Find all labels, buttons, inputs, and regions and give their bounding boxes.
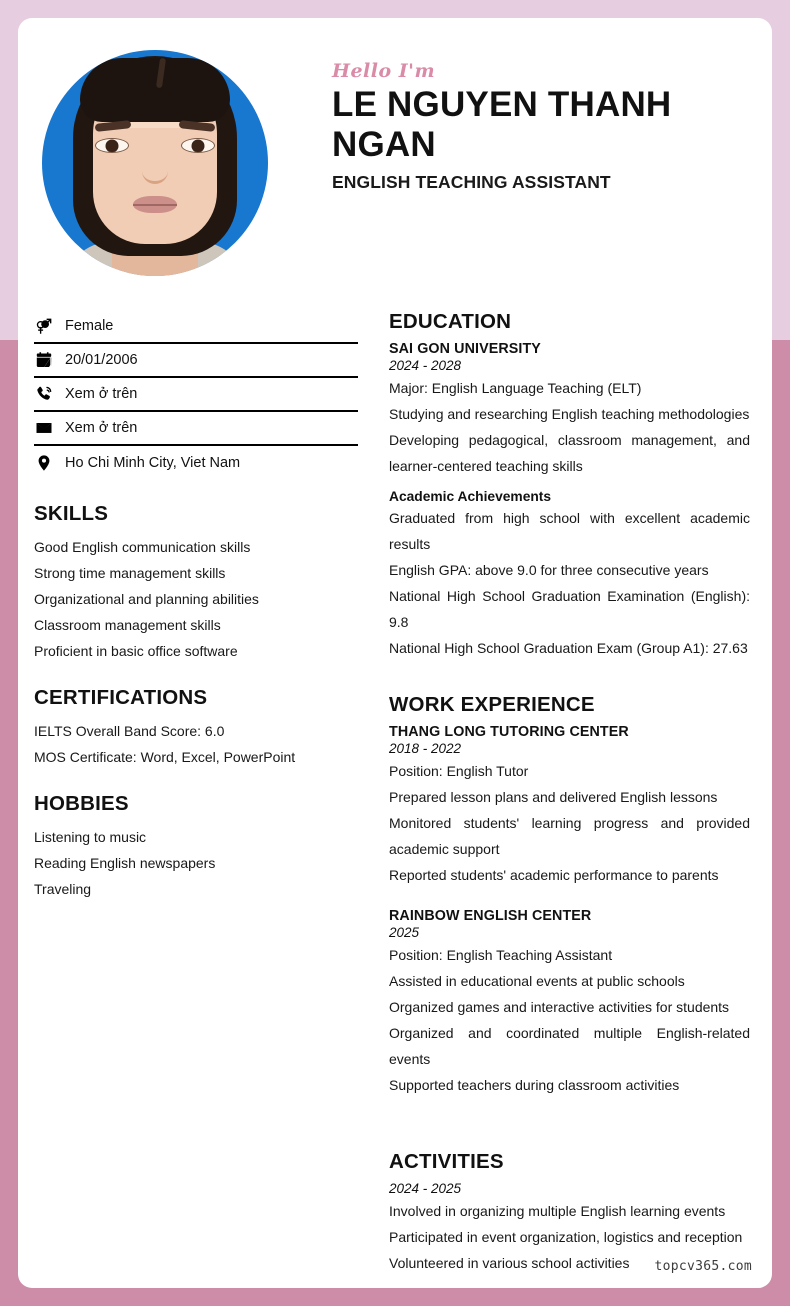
contact-row-location	[34, 446, 358, 480]
activities-period: 2024 - 2025	[389, 1181, 462, 1196]
list-item: Strong time management skills	[34, 565, 226, 581]
section-title-hobbies: HOBBIES	[34, 792, 129, 815]
activity-line: Participated in event organization, logistics and reception	[389, 1229, 743, 1245]
education-org: SAI GON UNIVERSITY	[389, 341, 541, 357]
work-period: 2018 - 2022	[389, 741, 462, 756]
list-item: Traveling	[34, 881, 92, 897]
job-title: ENGLISH TEACHING ASSISTANT	[332, 171, 611, 192]
work-entry	[389, 724, 750, 888]
activity-line: Volunteered in various school activities	[389, 1255, 630, 1271]
education-line: Studying and researching English teaching methodologies	[389, 406, 750, 422]
work-org: THANG LONG TUTORING CENTER	[389, 724, 629, 740]
list-item: Good English communication skills	[34, 539, 251, 555]
list-item: IELTS Overall Band Score: 6.0	[34, 723, 225, 739]
location-icon	[34, 454, 54, 472]
work-line: Monitored students' learning progress and provided academic support	[389, 815, 750, 857]
work-org: RAINBOW ENGLISH CENTER	[389, 908, 592, 924]
contact-value: 20/01/2006	[65, 352, 138, 368]
work-line: Position: English Teaching Assistant	[389, 947, 613, 963]
work-entry	[389, 908, 750, 1098]
contact-row-phone	[34, 378, 358, 412]
watermark: topcv365.com	[654, 1259, 752, 1274]
contact-value: Female	[65, 318, 114, 334]
contact-list	[34, 310, 358, 480]
work-line: Position: English Tutor	[389, 763, 529, 779]
contact-row-gender	[34, 310, 358, 344]
calendar-icon	[34, 351, 54, 369]
work-experience-section	[389, 693, 750, 1098]
work-line: Organized and coordinated multiple English-related events	[389, 1025, 750, 1067]
right-column	[372, 310, 772, 1288]
list-item: Reading English newspapers	[34, 855, 216, 871]
hobbies-list	[34, 824, 358, 902]
work-line: Assisted in educational events at public schools	[389, 973, 685, 989]
section-title-education: EDUCATION	[389, 310, 512, 333]
achievement-line: Graduated from high school with excellent academic results	[389, 510, 750, 552]
academic-achievements-title: Academic Achievements	[389, 489, 552, 504]
candidate-name: LE NGUYEN THANH NGAN	[332, 85, 672, 165]
profile-photo	[42, 50, 268, 276]
activities-section	[389, 1150, 750, 1276]
greeting-text: Hello I'm	[332, 60, 436, 82]
section-title-certifications: CERTIFICATIONS	[34, 686, 208, 709]
list-item: Proficient in basic office software	[34, 643, 238, 659]
work-line: Organized games and interactive activities for students	[389, 999, 730, 1015]
cv-header	[18, 18, 772, 208]
achievement-line: National High School Graduation Exam (Group A1): 27.63	[389, 640, 748, 656]
list-item: Listening to music	[34, 829, 147, 845]
contact-row-birthdate	[34, 344, 358, 378]
contact-value: Ho Chi Minh City, Viet Nam	[65, 455, 241, 471]
education-section	[389, 310, 750, 661]
work-line: Reported students' academic performance to parents	[389, 867, 719, 883]
cv-body	[18, 310, 772, 1288]
left-column	[18, 310, 372, 1288]
list-item: Classroom management skills	[34, 617, 221, 633]
phone-icon	[34, 385, 54, 403]
skills-list	[34, 534, 358, 664]
contact-row-email	[34, 412, 358, 446]
contact-value: Xem ở trên	[65, 386, 138, 402]
education-line: Developing pedagogical, classroom management, and learner-centered teaching skills	[389, 432, 750, 474]
work-period: 2025	[389, 925, 420, 940]
gender-icon	[34, 317, 54, 335]
education-period: 2024 - 2028	[389, 358, 462, 373]
cv-page	[18, 18, 772, 1288]
certifications-list	[34, 718, 358, 770]
section-title-work-experience: WORK EXPERIENCE	[389, 693, 595, 716]
section-title-skills: SKILLS	[34, 502, 109, 525]
email-icon	[34, 419, 54, 437]
list-item: Organizational and planning abilities	[34, 591, 259, 607]
section-title-activities: ACTIVITIES	[389, 1150, 504, 1173]
education-line: Major: English Language Teaching (ELT)	[389, 380, 642, 396]
work-line: Prepared lesson plans and delivered English lessons	[389, 789, 718, 805]
work-line: Supported teachers during classroom activities	[389, 1077, 680, 1093]
headline-block	[332, 60, 752, 193]
achievement-line: English GPA: above 9.0 for three consecutive years	[389, 562, 709, 578]
contact-value: Xem ở trên	[65, 420, 138, 436]
achievement-line: National High School Graduation Examination (English): 9.8	[389, 588, 750, 630]
activity-line: Involved in organizing multiple English learning events	[389, 1203, 726, 1219]
portrait-illustration	[71, 50, 239, 276]
list-item: MOS Certificate: Word, Excel, PowerPoint	[34, 749, 296, 765]
